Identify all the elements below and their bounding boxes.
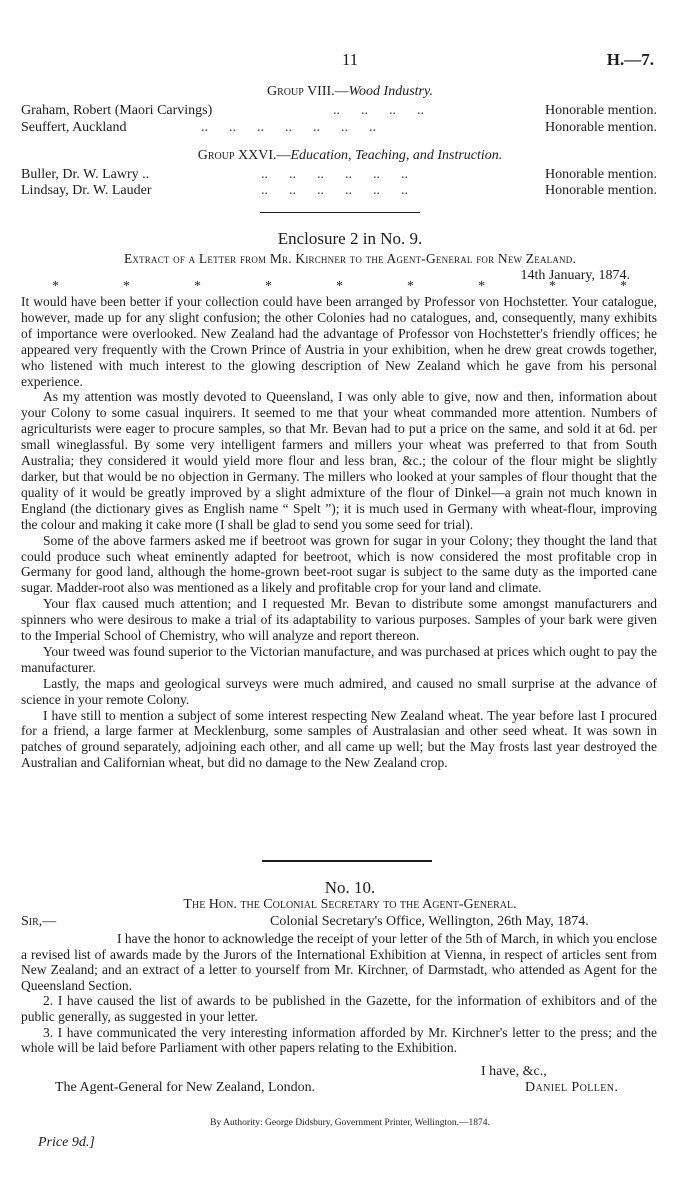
leader-dots: .. .. .. .. .. .. (261, 183, 408, 198)
letter-paragraph: As my attention was mostly devoted to Queensland, I was only able to give, now and then, information about your Colony to some casual inquirers. It seemed to me that your wheat commanded more attention. Numbers of agriculturists were eager to procure samples, so that Mr. Bevan had to put a price on the same, and sold it at 6d. per small wineglassful. By some very intelligent farmers and millers your wheat was preferred to that from South Australia; they considered it would yield more flour and less bran, &c.; the colour of the flour might be slightly darker, but that would be no objection in Germany. The millers who looked at your samples of flour thought that the quality of it would be greatly improved by a slight admixture of the flour of Dinkel—a grain not much known in England (the dictionary gives as English name “ Spelt ”); it is much used in Germany with wheat-flour, improving the colour and making it cake more (I shall be glad to send you some seed for trial). (21, 389, 657, 532)
letter-paragraph: Lastly, the maps and geological surveys were much admired, and caused no small surprise at the advance of science in your remote Colony. (21, 675, 657, 707)
group-subject: Education, Teaching, and Instruction. (290, 148, 503, 163)
document-reference: H.—7. (606, 50, 654, 69)
price: Price 9d.] (38, 1135, 95, 1150)
group-viii-heading (0, 84, 700, 100)
star: * (52, 279, 59, 294)
leader-dots: .. .. .. .. .. .. .. (201, 120, 376, 135)
section-divider (260, 212, 420, 213)
exhibitor-name: Graham, Robert (Maori Carvings) (21, 103, 213, 118)
letter-paragraph: I have still to mention a subject of some interest respecting New Zealand wheat. The year before last I procured for a friend, a large farmer at Mecklenburg, some samples of Australasian and other seed wheat. It was sown in patches of ground separately, adjoining each other, and all came up well; but the May frosts last year destroyed the Australian and Californian wheat, but did no damage to the New Zealand crop. (21, 707, 657, 771)
star: * (336, 279, 343, 294)
enclosure-title: Enclosure 2 in No. 9. (277, 229, 423, 248)
star: * (407, 279, 414, 294)
enclosure-date: 14th January, 1874. (520, 268, 630, 283)
letter-paragraph: 3. I have communicated the very interesting information afforded by Mr. Kirchner's letter to the press; and the whole will be laid before Parliament with other papers relating to the Exhibition. (21, 1024, 657, 1056)
exhibitor-name: Seuffert, Auckland (21, 120, 127, 135)
leader-dots: .. .. .. .. .. .. (261, 167, 408, 182)
salutation: Sir,— (21, 914, 57, 929)
star: * (194, 279, 201, 294)
enclosure-subtitle: Extract of a Letter from Mr. Kirchner to the Agent-General for New Zealand. (123, 251, 577, 266)
star: * (265, 279, 272, 294)
award-text: Honorable mention. (545, 120, 657, 135)
star: * (620, 279, 627, 294)
group-label: Group VIII.— (267, 84, 349, 99)
no10-heading: The Hon. the Colonial Secretary to the Agent-General. (183, 897, 517, 912)
letter-paragraph: Some of the above farmers asked me if beetroot was grown for sugar in your Colony; they thought the land that could produce such wheat eminently adapted for beetroot, which is now considered the most profitable crop in Germany for good land, although the home-grown beet-root sugar is subject to the same duty as the imported cane sugar. Madder-root also was mentioned as a likely and profitable crop for your land and climate. (21, 532, 657, 596)
award-row (21, 182, 657, 200)
group-xxvi-heading (0, 148, 700, 164)
award-text: Honorable mention. (545, 103, 657, 118)
award-row (21, 119, 657, 137)
office-date-line: Colonial Secretary's Office, Wellington, 26th May, 1874. (270, 914, 589, 929)
exhibitor-name: Buller, Dr. W. Lawry .. (21, 167, 150, 182)
printer-imprint: By Authority: George Didsbury, Government Printer, Wellington.—1874. (210, 1118, 490, 1128)
letter-paragraph: I have the honor to acknowledge the receipt of your letter of the 5th of March, in which you enclose a revised list of awards made by the Jurors of the International Exhibition at Vienna, in respect of articles sent from New Zealand; and an extract of a letter to yourself from Mr. Kirchner, of Darmstadt, who attended as Agent for the Queensland Section. (21, 931, 657, 993)
letter-paragraph: Your tweed was found superior to the Victorian manufacture, and was purchased at prices which ought to pay the manufacturer. (21, 643, 657, 675)
page-number: 11 (341, 50, 359, 69)
letter-paragraph: It would have been better if your collection could have been arranged by Professor von Hochstetter. Your catalogue, however, made up for any slight confusion; the other Colonies had no catalogues, and, consequently, many exhibits of importance were overlooked. New Zealand had the advantage of Professor von Hochstetter's friendly offices; he appeared very frequently with the Crown Prince of Austria in your exhibition, when he drew great crowds together, who listened with much interest to the glowing description of New Zealand which he gave from his personal experience. (21, 294, 657, 389)
group-subject: Wood Industry. (348, 84, 433, 99)
star: * (478, 279, 485, 294)
star: * (123, 279, 130, 294)
letter-paragraph: Your flax caused much attention; and I requested Mr. Bevan to distribute some amongst manufacturers and spinners who were desirous to make a trial of its adaptability to various purposes. Samples of your bark were given to the Imperial School of Chemistry, who will analyze and report thereon. (21, 596, 657, 644)
award-text: Honorable mention. (545, 183, 657, 198)
closing: I have, &c., (481, 1064, 547, 1079)
section-divider (262, 860, 432, 862)
addressee: The Agent-General for New Zealand, London. (55, 1080, 316, 1095)
group-label: Group XXVI.— (197, 148, 291, 163)
ellipsis-stars (52, 279, 627, 295)
no10-letter-body (21, 931, 657, 1056)
letter-paragraph: 2. I have caused the list of awards to be published in the Gazette, for the information of exhibitors and of the public generally, as suggested in your letter. (21, 993, 657, 1024)
award-text: Honorable mention. (545, 167, 657, 182)
award-row (21, 102, 657, 120)
exhibitor-name: Lindsay, Dr. W. Lauder (21, 183, 152, 198)
no10-title: No. 10. (324, 878, 376, 897)
leader-dots: .. .. .. .. (326, 103, 424, 118)
signature: Daniel Pollen. (525, 1080, 619, 1095)
star: * (549, 279, 556, 294)
enclosure-letter-body (21, 294, 657, 771)
